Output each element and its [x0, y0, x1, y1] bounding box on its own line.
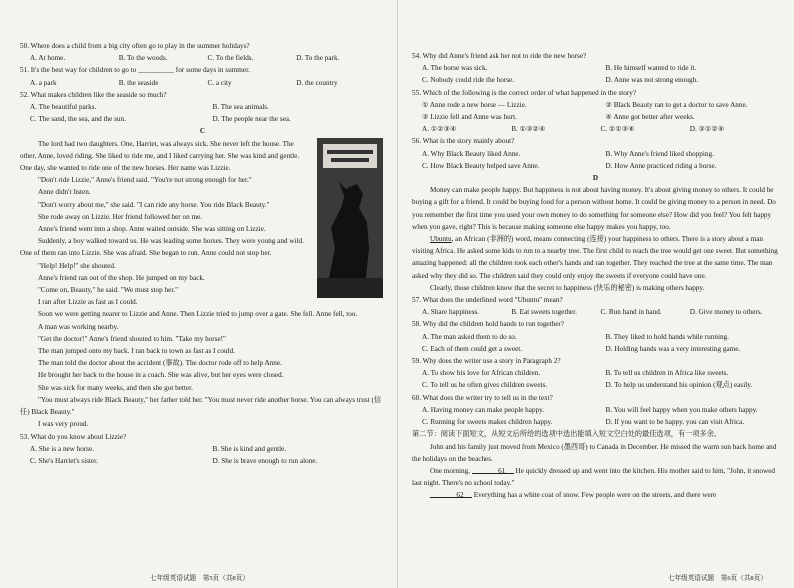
- right-column: [398, 50, 794, 502]
- answer-option[interactable]: D. To help us understand his opinion (观点) easily.: [605, 381, 753, 390]
- answer-option[interactable]: D. Give money to others.: [689, 308, 763, 317]
- answer-option[interactable]: B. ①③②④: [511, 125, 546, 134]
- answer-option[interactable]: ③ Lizzie fell and Anne was hurt.: [422, 113, 517, 122]
- answer-options: [412, 74, 779, 86]
- passage-paragraph: Soon we were getting nearer to Lizzie and Anne. Then Lizzie tried to jump over a gate. She fell. Anne fell, too.: [38, 310, 358, 319]
- question-text: 58. Why did the children hold hands to run together?: [412, 320, 564, 329]
- passage-paragraph: "You must always ride Black Beauty," her father told her. "You must never ride another horse. You can always trust (信任) Black Beauty.": [20, 395, 382, 417]
- answer-option[interactable]: A. The horse was sick.: [422, 64, 488, 73]
- answer-option[interactable]: ② Black Beauty ran to get a doctor to save Anne.: [605, 100, 748, 109]
- answer-option[interactable]: C. Nobody could ride the horse.: [422, 76, 515, 85]
- passage-paragraph: "Help! Help!" she shouted.: [38, 261, 116, 270]
- answer-options: [412, 148, 779, 160]
- page-footer-right: 七年级英语试题 第6页（共8页）: [668, 575, 767, 582]
- answer-options: [412, 343, 779, 355]
- question-text: 53. What do you know about Lizzie?: [20, 432, 127, 441]
- question-text: 56. What is the story mainly about?: [412, 137, 515, 146]
- passage-paragraph: Money can make people happy. But happiness is not about having money. It's about giving money to others. It could be buying a gift for a friend. It could be buying food for a person without home. It could be giving money to a person in need. Do you remember the first time you used your own money to do something for someone else? How did you feel? You felt happy when you gave, right? This is because making someone else happy makes you happy, too.: [412, 186, 776, 231]
- answer-option[interactable]: A. At home.: [30, 54, 66, 63]
- answer-options: [20, 77, 385, 89]
- answer-option[interactable]: C. Run hand in hand.: [600, 308, 662, 317]
- passage-paragraph: "Don't ride Lizzie," Anne's friend said. "You're not strong enough for her.": [38, 176, 252, 185]
- answer-option[interactable]: A. The man asked them to do so.: [422, 332, 517, 341]
- answer-option[interactable]: B. Eat sweets together.: [511, 308, 577, 317]
- section-heading: C: [199, 127, 206, 136]
- answer-options: [20, 443, 385, 455]
- answer-option[interactable]: ① Anne rode a new horse — Lizzie.: [422, 100, 527, 109]
- underlined-word: Ubuntu: [430, 235, 452, 244]
- passage-paragraph: Anne didn't listen.: [38, 188, 91, 197]
- answer-options: [412, 367, 779, 379]
- answer-options: [412, 111, 779, 123]
- paragraph-text: , an African (非洲的) word, means connecting (连接) your happiness to others. There is a story about a man visiting Africa. He asked some kids to run to a nearby tree. The first child to reach the tree would get one sweet. But something amazing happened: all the children took each other's hands and ran together. They reached the tree at the same time. The man asked why they did so. The children said they could only enjoy the sweets if everyone could have one.: [412, 235, 778, 280]
- answer-option[interactable]: B. You will feel happy when you make others happy.: [605, 405, 758, 414]
- question-text: 54. Why did Anne's friend ask her not to ride the new horse?: [412, 52, 587, 60]
- passage-paragraph: Anne's friend ran out of the shop. He jumped on my back.: [38, 273, 205, 282]
- answer-option[interactable]: B. They liked to hold hands while running.: [605, 332, 729, 341]
- answer-option[interactable]: A. ①②③④: [422, 125, 457, 134]
- answer-option[interactable]: C. To the fields.: [207, 54, 254, 63]
- answer-blank[interactable]: 62: [430, 489, 472, 498]
- answer-option[interactable]: B. To tell us children in Africa like sweets.: [605, 369, 729, 378]
- paragraph-text: One morning,: [430, 466, 470, 475]
- answer-options: [412, 379, 779, 391]
- answer-option[interactable]: B. the seaside: [118, 78, 159, 87]
- book-cover-image: [317, 138, 383, 298]
- passage-paragraph: [412, 489, 779, 501]
- passage-paragraph: A man was working nearby.: [38, 322, 119, 331]
- answer-blank[interactable]: 61: [472, 465, 514, 474]
- answer-option[interactable]: D. ③①②④: [689, 125, 725, 134]
- question-text: 第二节：阅读下面短文，从短文后所给的选项中选出能填入短文空白处的最佳选项，有一项多余。: [412, 430, 722, 439]
- question-text: 51. It's the best way for children to go to __________ for some days in summer.: [20, 66, 250, 75]
- passage-paragraph: "Don't worry about me," she said. "I can ride any horse. You ride Black Beauty.": [38, 200, 270, 209]
- answer-option[interactable]: C. ②①③④: [600, 125, 635, 134]
- answer-options: [412, 416, 779, 428]
- answer-option[interactable]: C. To tell us he often gives children sweets.: [422, 381, 548, 390]
- answer-options: [412, 160, 779, 172]
- answer-option[interactable]: C. How Black Beauty helped save Anne.: [422, 161, 540, 170]
- answer-option[interactable]: B. He himself wanted to ride it.: [605, 64, 697, 73]
- answer-option[interactable]: D. She is brave enough to run alone.: [212, 456, 318, 465]
- passage-paragraph: Suddenly, a boy walked toward us. He was leading some horses. They were young and wild. One of them ran into Lizzie. She was afraid. She began to run. Anne could not stop her.: [20, 237, 304, 258]
- left-column: [0, 40, 397, 467]
- answer-option[interactable]: A. Share happiness.: [422, 308, 480, 317]
- passage-paragraph: "Get the doctor!" Anne's friend shouted to him. "Take my horse!": [38, 334, 226, 343]
- answer-option[interactable]: B. She is kind and gentle.: [212, 444, 287, 453]
- answer-option[interactable]: C. Running for sweets makes children happy.: [422, 418, 553, 427]
- answer-option[interactable]: B. Why Anne's friend liked shopping.: [605, 149, 714, 158]
- answer-option[interactable]: A. a park: [30, 78, 57, 87]
- question-text: 50. Where does a child from a big city often go to play in the summer holidays?: [20, 42, 250, 50]
- paragraph-text: Everything has a white coat of snow. Few people were on the streets, and there were: [473, 491, 717, 500]
- answer-option[interactable]: D. If you want to be happy, you can visit Africa.: [605, 418, 745, 427]
- answer-option[interactable]: C. The sand, the sea, and the sun.: [30, 115, 126, 124]
- answer-option[interactable]: D. the country: [296, 78, 338, 87]
- answer-options: [412, 331, 779, 343]
- answer-options: [412, 306, 779, 318]
- passage-paragraph: "Come on, Beauty," he said. "We must stop her.": [38, 286, 179, 295]
- answer-options: [412, 62, 779, 74]
- passage-paragraph: Anne's friend went into a shop. Anne waited outside. She was sitting on Lizzie.: [38, 225, 266, 234]
- answer-options: [20, 455, 385, 467]
- answer-option[interactable]: C. She's Harriet's sister.: [30, 456, 98, 465]
- answer-option[interactable]: D. The people near the sea.: [212, 115, 291, 124]
- passage-paragraph: [412, 233, 779, 282]
- passage-paragraph: The man told the doctor about the accident (事故). The doctor rode off to help Anne.: [38, 359, 282, 368]
- question-text: 59. Why does the writer use a story in Paragraph 2?: [412, 357, 561, 366]
- page-right: [397, 0, 794, 588]
- passage-paragraph: She was sick for many weeks, and then she got better.: [38, 383, 193, 392]
- answer-option[interactable]: A. She is a new horse.: [30, 444, 95, 453]
- answer-option[interactable]: C. Each of them could get a sweet.: [422, 344, 522, 353]
- question-text: 57. What does the underlined word "Ubuntu" mean?: [412, 296, 563, 305]
- answer-options: [20, 113, 385, 125]
- answer-option[interactable]: A. Having money can make people happy.: [422, 405, 545, 414]
- answer-option[interactable]: B. To the woods.: [118, 54, 168, 63]
- answer-options: [412, 123, 779, 135]
- passage-paragraph: She rode away on Lizzie. Her friend followed her on me.: [38, 212, 203, 221]
- passage-paragraph: The lord had two daughters. One, Harriet, was always sick. She never left the house. The other, Anne, loved riding. She liked to ride me, and I liked carrying her. She was kind and gentle. One day, she wanted to ride one of the new horses. Her name was Lizzie.: [20, 139, 300, 173]
- answer-option[interactable]: ④ Anne got better after weeks.: [605, 113, 695, 122]
- answer-option[interactable]: A. To show his love for African children.: [422, 369, 541, 378]
- answer-option[interactable]: C. a city: [207, 78, 232, 87]
- answer-options: [20, 52, 385, 64]
- answer-option[interactable]: D. How Anne practiced riding a horse.: [605, 161, 717, 170]
- passage-paragraph: I ran after Lizzie as fast as I could.: [38, 298, 138, 307]
- passage-paragraph: Clearly, those children know that the secret to happiness (快乐的秘密) is making others happy.: [430, 283, 705, 292]
- answer-option[interactable]: B. The sea animals.: [212, 103, 269, 112]
- question-text: 60. What does the writer try to tell us in the text?: [412, 393, 553, 402]
- answer-option[interactable]: A. The beautiful parks.: [30, 103, 97, 112]
- page-footer-left: 七年级英语试题 第5页（共8页）: [150, 575, 249, 582]
- answer-options: [412, 99, 779, 111]
- passage-paragraph: He brought her back to the house in a coach. She was alive, but her eyes were closed.: [38, 371, 284, 380]
- passage-paragraph: I was very proud.: [38, 420, 89, 429]
- passage-paragraph: John and his family just moved from Mexico (墨西哥) to Canada in December. He missed the warm sun back home and the holidays on the beaches.: [412, 442, 777, 463]
- answer-option[interactable]: A. Why Black Beauty liked Anne.: [422, 149, 521, 158]
- passage-paragraph: [412, 465, 779, 489]
- answer-options: [20, 101, 385, 113]
- answer-option[interactable]: D. To the park.: [296, 54, 340, 63]
- answer-options: [412, 404, 779, 416]
- question-text: 52. What makes children like the seaside so much?: [20, 90, 167, 99]
- paragraph-text: He quickly dressed up and went into the kitchen. His mother said to him, "John, it snowed last night. There's no school today.": [412, 466, 775, 488]
- question-text: 55. Which of the following is the correct order of what happened in the story?: [412, 88, 637, 97]
- answer-option[interactable]: D. Holding hands was a very interesting game.: [605, 344, 741, 353]
- answer-option[interactable]: D. Anne was not strong enough.: [605, 76, 698, 85]
- section-heading: D: [592, 174, 599, 183]
- passage-paragraph: The man jumped onto my back. I ran back to town as fast as I could.: [38, 347, 236, 356]
